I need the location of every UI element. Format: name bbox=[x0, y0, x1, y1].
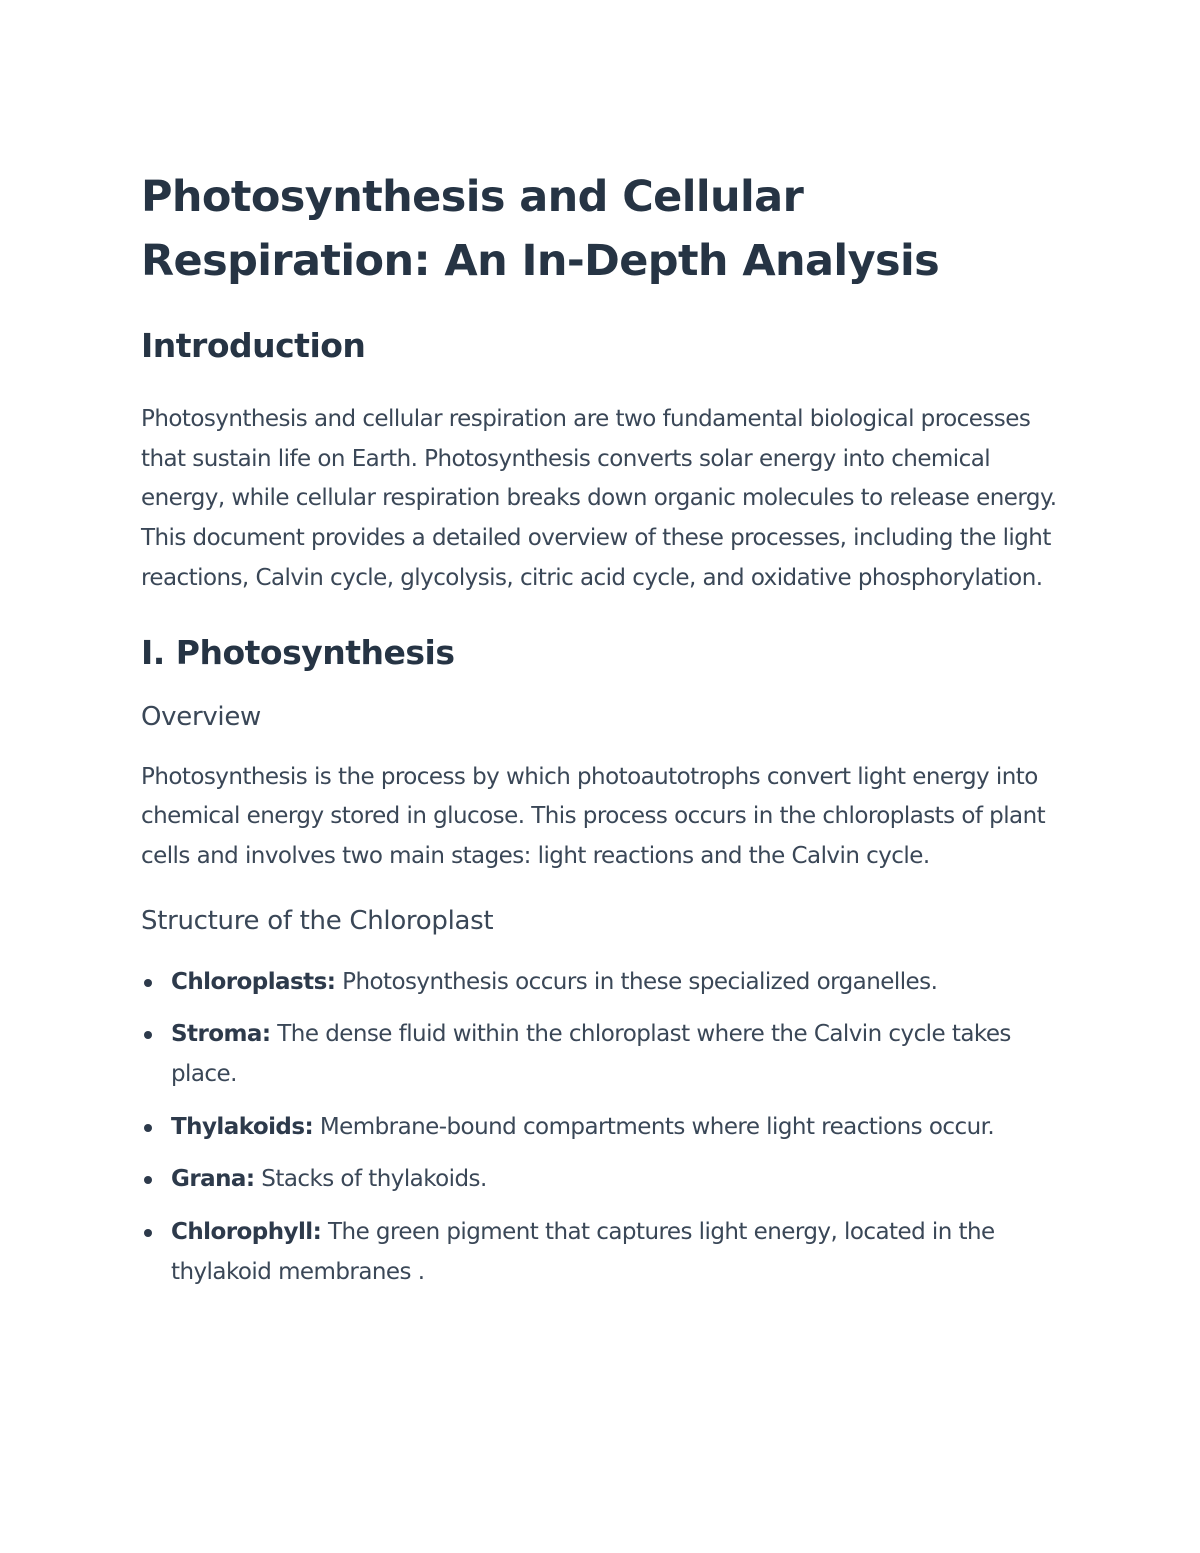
title-line-2: Respiration: An In-Depth Analysis bbox=[141, 236, 940, 286]
list-item-text: The green pigment that captures light energy, located in the thylakoid membranes . bbox=[171, 1219, 995, 1285]
overview-heading: Overview bbox=[141, 701, 262, 732]
introduction-paragraph: Photosynthesis and cellular respiration are two fundamental biological processes that sustain life on Earth. Photosynthesis converts solar energy into chemical energy, while cellular respiration breaks down organic molecules to release energy. This document provides a detailed overview of these processes, including the light reactions, Calvin cycle, glycolysis, citric acid cycle, and oxidative phosphorylation. bbox=[141, 406, 1057, 591]
title-line-1: Photosynthesis and Cellular bbox=[141, 172, 804, 222]
list-item-term: Chlorophyll: bbox=[171, 1219, 322, 1246]
bullet-icon bbox=[144, 979, 152, 987]
list-item bbox=[141, 1160, 1061, 1200]
list-item bbox=[141, 1213, 1061, 1292]
list-item bbox=[141, 1108, 1061, 1148]
list-item bbox=[141, 963, 1061, 1003]
bullet-icon bbox=[144, 1229, 152, 1237]
bullet-icon bbox=[144, 1176, 152, 1184]
list-item-term: Thylakoids: bbox=[171, 1113, 314, 1140]
list-item-text: The dense fluid within the chloroplast where the Calvin cycle takes place. bbox=[171, 1021, 1011, 1088]
list-item-term: Stroma: bbox=[171, 1021, 271, 1048]
list-item-text: Membrane-bound compartments where light reactions occur. bbox=[313, 1113, 995, 1140]
introduction-heading: Introduction bbox=[141, 326, 366, 365]
photosynthesis-heading: I. Photosynthesis bbox=[141, 632, 455, 672]
chloroplast-structure-list bbox=[141, 963, 1061, 1293]
document-title bbox=[141, 165, 1061, 293]
chloroplast-structure-heading: Structure of the Chloroplast bbox=[141, 905, 494, 936]
list-item-term: Chloroplasts: bbox=[171, 968, 336, 995]
list-item-term: Grana: bbox=[171, 1166, 255, 1193]
document-page bbox=[141, 165, 1061, 1306]
list-item-text: Photosynthesis occurs in these specialized organelles. bbox=[335, 968, 938, 995]
bullet-icon bbox=[144, 1124, 152, 1132]
overview-paragraph: Photosynthesis is the process by which photoautotrophs convert light energy into chemical energy stored in glucose. This process occurs in the chloroplasts of plant cells and involves two main stages: light reactions and the Calvin cycle. bbox=[141, 763, 1046, 869]
bullet-icon bbox=[144, 1031, 152, 1039]
list-item-text: Stacks of thylakoids. bbox=[254, 1166, 487, 1193]
list-item bbox=[141, 1015, 1061, 1094]
